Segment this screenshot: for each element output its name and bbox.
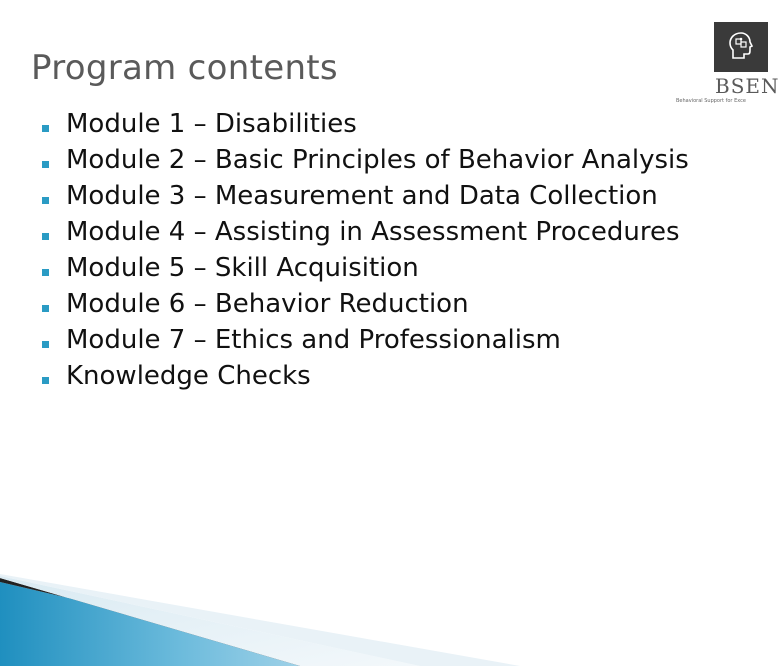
bullet-icon xyxy=(42,269,49,276)
list-item xyxy=(40,144,740,177)
module-list xyxy=(40,108,740,396)
list-item-text: Module 2 – Basic Principles of Behavior Analysis xyxy=(66,145,689,175)
list-item xyxy=(40,180,740,213)
list-item xyxy=(40,108,740,141)
head-puzzle-icon xyxy=(726,30,756,62)
list-item-text: Module 3 – Measurement and Data Collection xyxy=(66,181,658,211)
logo-tagline: Behavioral Support for Exce xyxy=(676,98,746,104)
list-item xyxy=(40,360,740,393)
bullet-icon xyxy=(42,125,49,132)
bullet-icon xyxy=(42,197,49,204)
list-item xyxy=(40,252,740,285)
bullet-icon xyxy=(42,233,49,240)
logo-mark xyxy=(714,22,768,72)
list-item-text: Module 7 – Ethics and Professionalism xyxy=(66,325,561,355)
bullet-icon xyxy=(42,377,49,384)
logo xyxy=(676,22,780,106)
bullet-icon xyxy=(42,161,49,168)
bullet-icon xyxy=(42,305,49,312)
list-item xyxy=(40,288,740,321)
list-item xyxy=(40,324,740,357)
list-item-text: Module 1 – Disabilities xyxy=(66,109,357,139)
list-item-text: Module 5 – Skill Acquisition xyxy=(66,253,419,283)
list-item xyxy=(40,216,740,249)
bullet-icon xyxy=(42,341,49,348)
logo-wordmark: BSEN xyxy=(715,74,780,98)
slide-title: Program contents xyxy=(31,48,338,88)
list-item-text: Module 4 – Assisting in Assessment Procedures xyxy=(66,217,680,247)
decorative-swoosh xyxy=(0,560,768,666)
list-item-text: Knowledge Checks xyxy=(66,361,311,391)
list-item-text: Module 6 – Behavior Reduction xyxy=(66,289,469,319)
